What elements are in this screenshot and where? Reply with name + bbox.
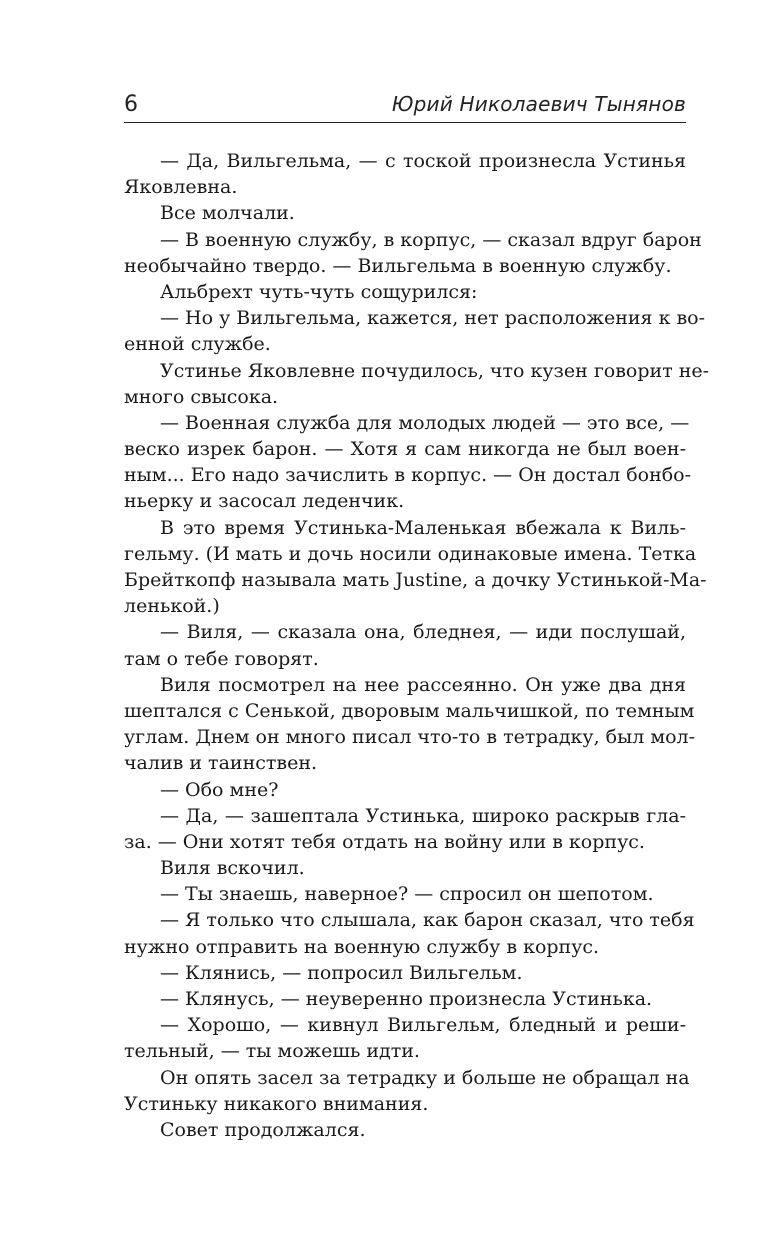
- text-line: Виля вскочил.: [160, 857, 305, 880]
- text-line: необычайно твердо. — Вильгельма в военную службу.: [124, 254, 672, 277]
- text-line: тельный, — ты можешь идти.: [124, 1040, 420, 1063]
- text-line: Яковлевна.: [124, 176, 238, 199]
- text-line: Брейткопф называла мать Justine, а дочку Устинькой-Ма-: [124, 569, 707, 591]
- text-line: Устинье Яковлевне почудилось, что кузен говорит не-: [160, 359, 710, 382]
- text-line: — Виля, — сказала она, бледнея, — иди послушай,: [160, 621, 686, 644]
- text-line: Виля посмотрел на нее рассеянно. Он уже два дня: [160, 673, 686, 696]
- text-line: гельму. (И мать и дочь носили одинаковые имена. Тетка: [124, 542, 697, 565]
- text-line: — Но у Вильгельма, кажется, нет расположения к во-: [160, 307, 706, 330]
- text-line: углам. Днем он много писал что-то в тетрадку, был мол-: [124, 726, 696, 749]
- text-line: ным... Его надо зачислить в корпус. — Он достал бонбо-: [124, 464, 692, 487]
- text-line: Совет продолжался.: [160, 1118, 366, 1141]
- text-line: ленькой.): [124, 595, 220, 618]
- text-line: там о тебе говорят.: [124, 647, 319, 670]
- text-line: шептался с Сенькой, дворовым мальчишкой, по темным: [124, 699, 695, 722]
- text-line: — Я только что слышала, как барон сказал, что тебя: [160, 909, 695, 932]
- text-line: — Да, — зашептала Устинька, широко раскрыв гла-: [160, 804, 686, 827]
- text-line: ньерку и засосал леденчик.: [124, 490, 405, 513]
- text-line: — Да, Вильгельма, — с тоской произнесла Устинья: [160, 150, 686, 172]
- text-line: Все молчали.: [160, 202, 295, 225]
- text-line: — Ты знаешь, наверное? — спросил он шепотом.: [160, 883, 654, 906]
- text-line: — Клянусь, — неуверенно произнесла Устинька.: [160, 988, 653, 1010]
- text-line: — Клянись, — попросил Вильгельм.: [160, 961, 523, 984]
- text-line: за. — Они хотят тебя отдать на войну или в корпус.: [124, 830, 645, 853]
- text-line: Он опять засел за тетрадку и больше не обращал на: [160, 1066, 690, 1089]
- text-line: много свысока.: [124, 385, 279, 408]
- text-line: веско изрек барон. — Хотя я сам никогда не был воен-: [124, 438, 686, 461]
- text-line: Устиньку никакого внимания.: [124, 1092, 429, 1115]
- text-line: — Хорошо, — кивнул Вильгельм, бледный и реши-: [160, 1014, 686, 1037]
- text-line: — В военную службу, в корпус, — сказал вдруг барон: [160, 228, 702, 251]
- text-line: — Военная служба для молодых людей — это все, —: [160, 411, 690, 434]
- text-line: Альбрехт чуть-чуть сощурился:: [160, 280, 478, 303]
- running-head-author: Юрий Николаевич Тынянов: [391, 92, 686, 116]
- text-line: нужно отправить на военную службу в корпус.: [124, 935, 600, 958]
- text-line: — Обо мне?: [160, 778, 279, 801]
- page-header: [124, 90, 686, 123]
- text-line: чалив и таинствен.: [124, 752, 318, 775]
- text-line: енной службе.: [124, 333, 271, 356]
- text-body: [124, 148, 710, 1143]
- text-line: В это время Устинька-Маленькая вбежала к Виль-: [160, 516, 686, 539]
- page-number: 6: [124, 92, 138, 117]
